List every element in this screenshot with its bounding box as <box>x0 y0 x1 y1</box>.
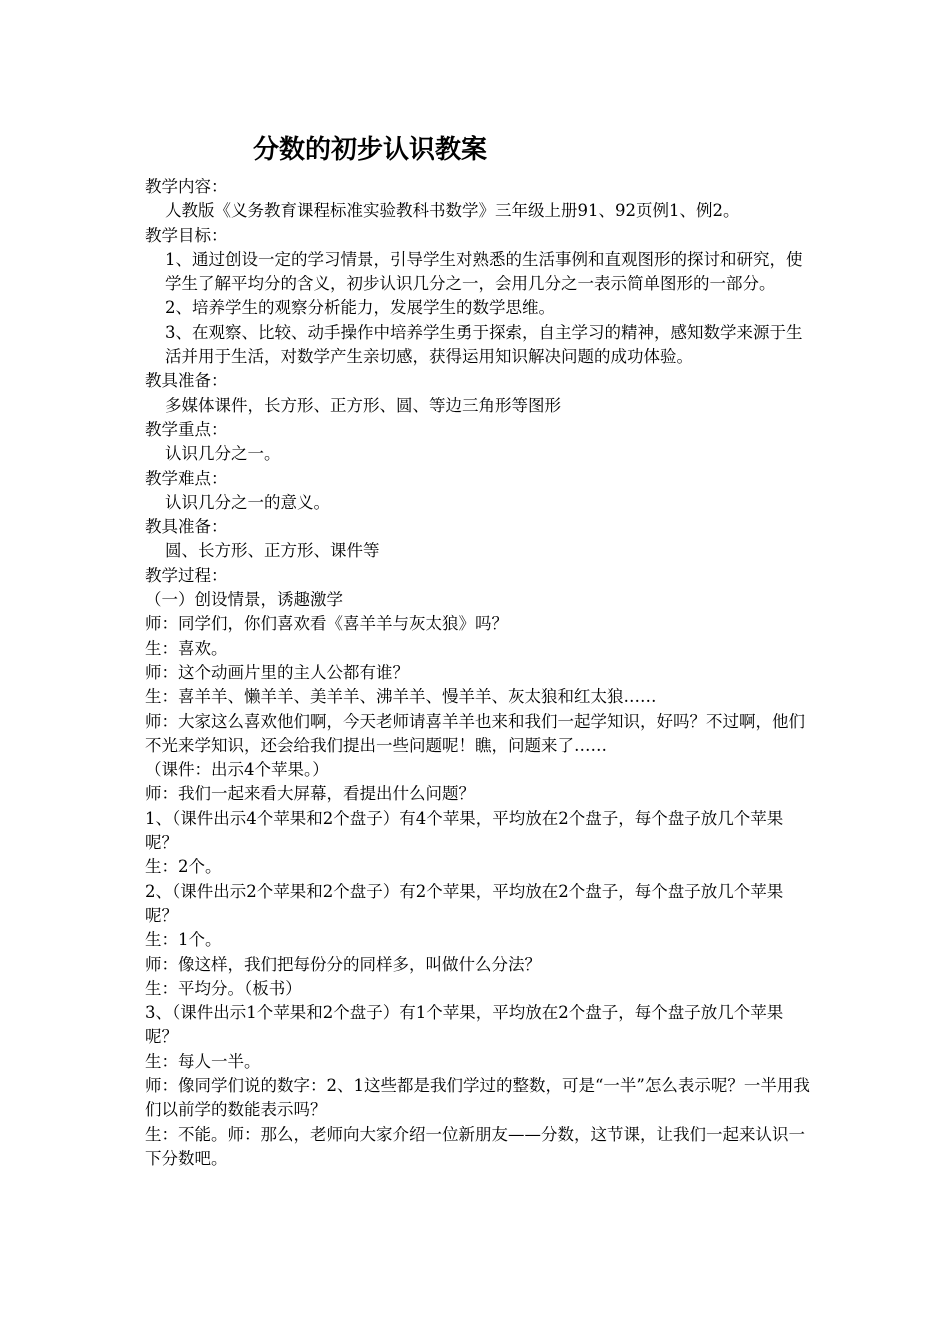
paragraph: 生：每人一半。 <box>145 1051 261 1071</box>
paragraph: 教学过程： <box>145 565 228 585</box>
paragraph: 师：这个动画片里的主人公都有谁？ <box>145 662 409 682</box>
paragraph: 人教版《义务教育课程标准实验教科书数学》三年级上册91、92页例1、例2。 <box>165 201 740 221</box>
paragraph: 师：像这样，我们把每份分的同样多，叫做什么分法？ <box>145 954 541 974</box>
paragraph: 生：喜羊羊、懒羊羊、美羊羊、沸羊羊、慢羊羊、灰太狼和红太狼…… <box>145 687 657 707</box>
paragraph: 教具准备： <box>145 517 228 537</box>
paragraph: 生：喜欢。 <box>145 638 228 658</box>
paragraph: 师：我们一起来看大屏幕，看提出什么问题？ <box>145 784 475 804</box>
paragraph: 1、（课件出示4个苹果和2个盘子）有4个苹果，平均放在2个盘子，每个盘子放几个苹果呢？ <box>145 808 784 853</box>
paragraph: 教学重点： <box>145 419 228 439</box>
paragraph: 教具准备： <box>145 371 228 391</box>
paragraph: 2、（课件出示2个苹果和2个盘子）有2个苹果，平均放在2个盘子，每个盘子放几个苹果呢？ <box>145 881 784 925</box>
paragraph: 3、在观察、比较、动手操作中培养学生勇于探索，自主学习的精神，感知数学来源于生活并用于生活，对数学产生亲切感，获得运用知识解决问题的成功体验。 <box>165 322 803 367</box>
paragraph: 1、通过创设一定的学习情景，引导学生对熟悉的生活事例和直观图形的探讨和研究，使学生了解平均分的含义，初步认识几分之一，会用几分之一表示简单图形的一部分。 <box>165 249 803 294</box>
paragraph: 师：像同学们说的数字：2、1这些都是我们学过的整数，可是“一半”怎么表示呢？一半用我们以前学的数能表示吗？ <box>145 1075 810 1120</box>
paragraph: 生：不能。师：那么，老师向大家介绍一位新朋友——分数，这节课，让我们一起来认识一下分数吧。 <box>145 1124 805 1168</box>
paragraph: （一）创设情景，诱趣激学 <box>145 590 343 610</box>
document-body <box>145 175 815 1171</box>
paragraph: （课件：出示4个苹果。） <box>145 760 329 780</box>
paragraph: 教学目标： <box>145 225 228 245</box>
paragraph: 生：1个。 <box>145 930 222 950</box>
paragraph: 多媒体课件，长方形、正方形、圆、等边三角形等图形 <box>165 395 561 415</box>
paragraph: 2、培养学生的观察分析能力，发展学生的数学思维。 <box>165 298 555 318</box>
paragraph: 认识几分之一的意义。 <box>165 492 330 512</box>
paragraph: 教学内容： <box>145 177 228 196</box>
paragraph: 生：2个。 <box>145 857 222 877</box>
paragraph: 师：大家这么喜欢他们啊，今天老师请喜羊羊也来和我们一起学知识，好吗？不过啊，他们不光来学知识，还会给我们提出一些问题呢！瞧，问题来了…… <box>145 711 805 755</box>
paragraph: 教学难点： <box>145 468 228 488</box>
paragraph: 师：同学们，你们喜欢看《喜羊羊与灰太狼》吗？ <box>145 614 508 634</box>
document-title: 分数的初步认识教案 <box>253 135 488 165</box>
paragraph: 3、（课件出示1个苹果和2个盘子）有1个苹果，平均放在2个盘子，每个盘子放几个苹果呢？ <box>145 1003 784 1047</box>
paragraph: 认识几分之一。 <box>165 444 281 464</box>
paragraph: 生：平均分。（板书） <box>145 978 302 998</box>
paragraph: 圆、长方形、正方形、课件等 <box>165 541 380 561</box>
